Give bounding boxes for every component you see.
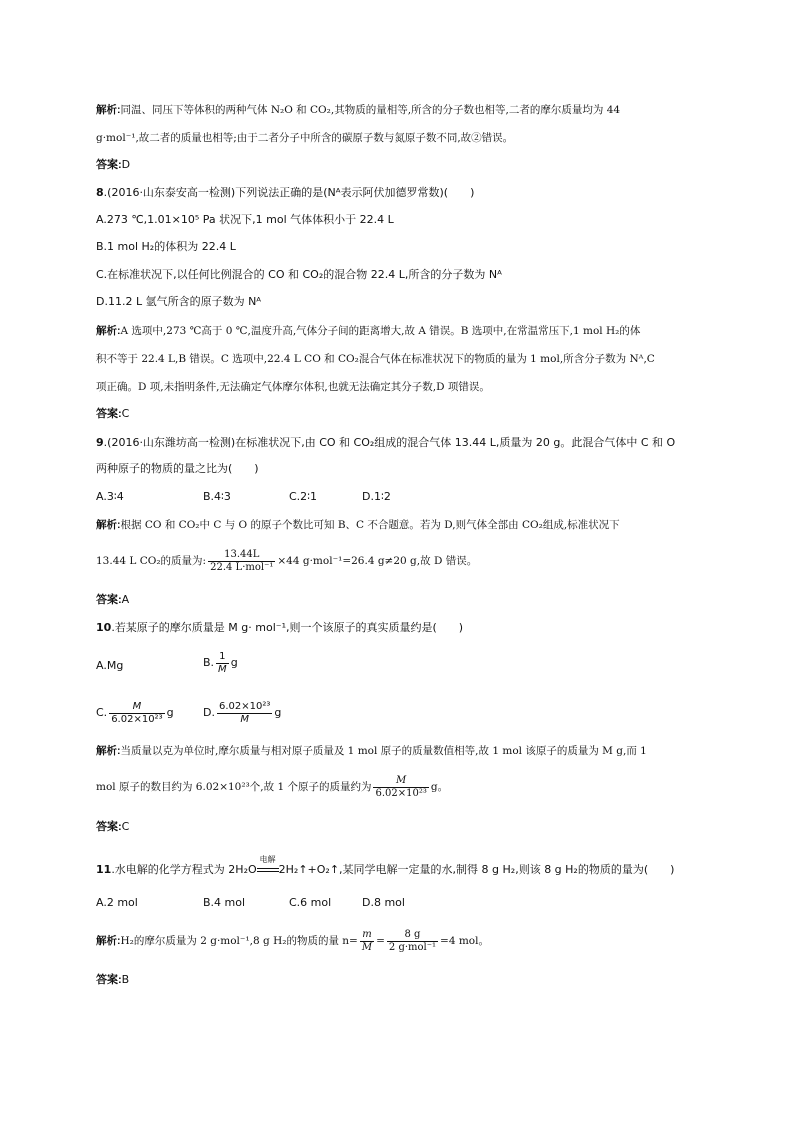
q8-stem: 8.(2016·山东泰安高一检测)下列说法正确的是(Nᴬ表示阿伏加德罗常数)( ) — [96, 186, 475, 199]
answer-label: 答案: — [96, 408, 122, 420]
q7-analysis-line2: g·mol⁻¹,故二者的质量也相等;由于二者分子中所含的碳原子数与氮原子数不同,故②错误。 — [96, 132, 514, 144]
q11-option-c: C.6 mol — [289, 896, 332, 909]
fraction: $\frac{M}{\text{6.02×10²³}}$ — [375, 774, 427, 799]
q8-analysis-line1: 解析:A 选项中,273 ℃高于 0 ℃,温度升高,气体分子间的距离增大,故 A 错误。B 选项中,在常温常压下,1 mol H₂的体 — [96, 325, 641, 337]
q9-answer: 答案:A — [96, 593, 130, 606]
q8-analysis-line3: 项正确。D 项,未指明条件,无法确定气体摩尔体积,也就无法确定其分子数,D 项错误。 — [96, 381, 490, 393]
analysis-label: 解析: — [96, 325, 121, 337]
q9-option-b: B.4∶3 — [203, 490, 231, 503]
q9-stem-line2: 两种原子的物质的量之比为( ) — [96, 462, 259, 475]
fraction: $\frac{8 g}{\text{2 g·mol⁻¹}}$ — [388, 928, 437, 953]
q9-option-c: C.2∶1 — [289, 490, 318, 503]
q10-option-c: C. $\frac{M}{\text{6.02×10²³}}$ g — [96, 700, 174, 725]
q10-analysis-line2: mol 原子的数目约为 6.02×10²³个,故 1 个原子的质量约为 $\frac{M}{\text{6.02×10²³}}$ g。 — [96, 774, 449, 799]
q8-answer: 答案:C — [96, 407, 130, 420]
q11-stem: 11.水电解的化学方程式为 2H₂O 电解 2H₂↑+O₂↑,某同学电解一定量的水,制得 8 g H₂,则该 8 g H₂的物质的量为( ) — [96, 855, 675, 876]
answer-label: 答案: — [96, 974, 122, 986]
q9-option-d: D.1∶2 — [362, 490, 391, 503]
answer-label: 答案: — [96, 159, 122, 171]
q10-option-d: D. $\frac{\text{6.02×10²³}}{M}$ g — [203, 700, 282, 725]
q9-option-a: A.3∶4 — [96, 490, 124, 503]
q8-analysis-line2: 积不等于 22.4 L,B 错误。C 选项中,22.4 L CO 和 CO₂混合气体在标准状况下的物质的量为 1 mol,所含分子数为 Nᴬ,C — [96, 353, 655, 365]
q10-stem: 10.若某原子的摩尔质量是 M g· mol⁻¹,则一个该原子的真实质量约是( ) — [96, 621, 464, 634]
answer-label: 答案: — [96, 821, 122, 833]
equals-arrow — [257, 868, 279, 872]
analysis-label: 解析: — [96, 745, 121, 757]
question-number: 10 — [96, 621, 112, 634]
q8-option-c: C.在标准状况下,以任何比例混合的 CO 和 CO₂的混合物 22.4 L,所含的分子数为 Nᴬ — [96, 268, 502, 281]
fraction: $\frac{\text{6.02×10²³}}{M}$ — [218, 700, 271, 725]
q10-analysis-line1: 解析:当质量以克为单位时,摩尔质量与相对原子质量及 1 mol 原子的质量数值相等,故 1 mol 该原子的质量为 M g,而 1 — [96, 745, 647, 757]
q9-stem-line1: 9.(2016·山东潍坊高一检测)在标准状况下,由 CO 和 CO₂组成的混合气体 13.44 L,质量为 20 g。此混合气体中 C 和 O — [96, 436, 676, 449]
q8-option-b: B.1 mol H₂的体积为 22.4 L — [96, 240, 236, 253]
fraction: $\frac{m}{M}$ — [361, 928, 373, 953]
q8-option-d: D.11.2 L 氩气所含的原子数为 Nᴬ — [96, 295, 262, 308]
fraction: $\frac{1}{M}$ — [218, 650, 227, 675]
question-number: 11 — [96, 863, 112, 876]
q10-option-a: A.Mg — [96, 659, 124, 672]
q9-analysis-line2: 13.44 L CO₂的质量为: $\frac{13.44L}{\text{22.4 L·mol⁻¹}}$ ×44 g·mol⁻¹=26.4 g≠20 g,故 D 错误。 — [96, 548, 478, 573]
analysis-label: 解析: — [96, 519, 121, 531]
question-number: 9 — [96, 436, 104, 449]
fraction: $\frac{M}{\text{6.02×10²³}}$ — [111, 700, 163, 725]
q8-option-a: A.273 ℃,1.01×10⁵ Pa 状况下,1 mol 气体体积小于 22.4 L — [96, 213, 394, 226]
analysis-label: 解析: — [96, 104, 121, 116]
q11-option-d: D.8 mol — [362, 896, 405, 909]
reaction-condition: 电解 — [257, 863, 279, 877]
q9-analysis-line1: 解析:根据 CO 和 CO₂中 C 与 O 的原子个数比可知 B、C 不合题意。若为 D,则气体全部由 CO₂组成,标准状况下 — [96, 519, 620, 531]
q10-option-b: B. $\frac{1}{M}$ g — [203, 650, 238, 675]
question-number: 8 — [96, 186, 104, 199]
q11-analysis: 解析:H₂的摩尔质量为 2 g·mol⁻¹,8 g H₂的物质的量 n= $\frac{m}{M}$ = $\frac{8 g}{\text{2 g·mol⁻¹}}$ =4 mol。 — [96, 928, 489, 953]
q11-answer: 答案:B — [96, 973, 130, 986]
q7-answer: 答案:D — [96, 158, 131, 171]
answer-label: 答案: — [96, 594, 122, 606]
q11-option-b: B.4 mol — [203, 896, 246, 909]
analysis-label: 解析: — [96, 935, 121, 947]
q7-analysis-line1: 解析:同温、同压下等体积的两种气体 N₂O 和 CO₂,其物质的量相等,所含的分子数也相等,二者的摩尔质量均为 44 — [96, 104, 621, 116]
q11-option-a: A.2 mol — [96, 896, 138, 909]
fraction: $\frac{13.44L}{\text{22.4 L·mol⁻¹}}$ — [210, 548, 274, 573]
q10-answer: 答案:C — [96, 820, 130, 833]
